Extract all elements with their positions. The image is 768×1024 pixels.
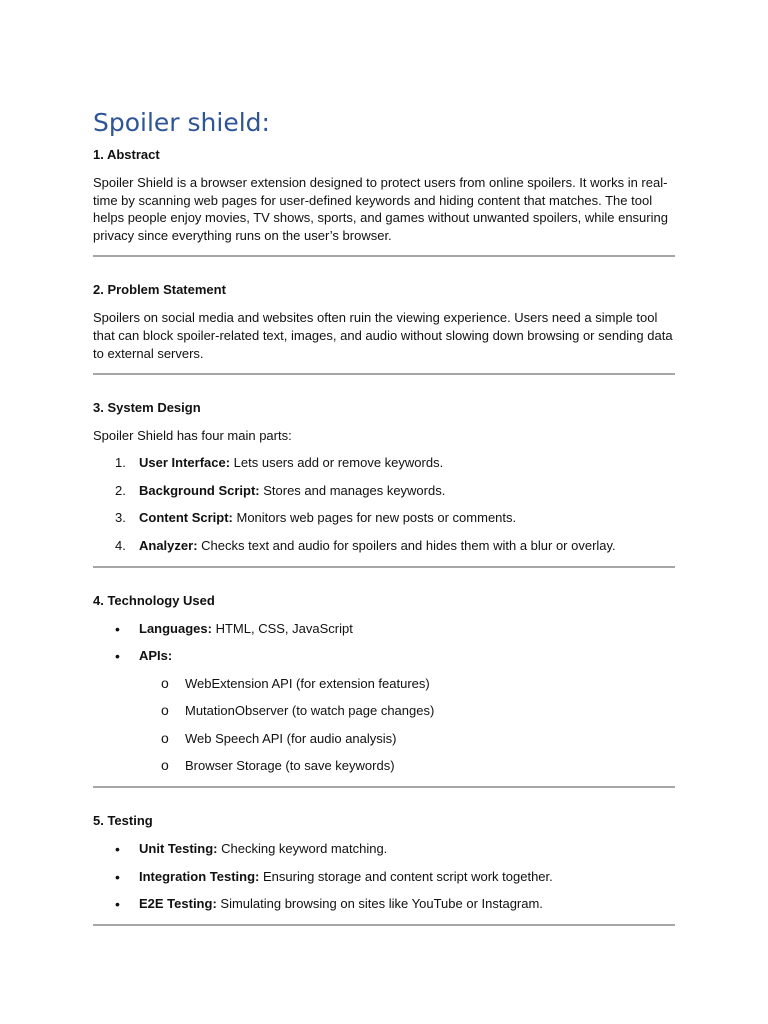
bullet-icon: • <box>115 868 120 885</box>
section-technology-used <box>93 592 675 776</box>
item-text: Monitors web pages for new posts or comments. <box>232 510 517 526</box>
problem-paragraph: Spoilers on social media and websites often ruin the viewing experience. Users need a simple tool that can block spoiler-related text, images, and audio without slowing down browsing or sending data to external servers. <box>93 310 673 361</box>
list-item <box>93 482 675 500</box>
item-text: Checking keyword matching. <box>217 841 388 857</box>
section-heading: 1. Abstract <box>93 147 160 162</box>
bullet-icon: • <box>115 896 120 913</box>
list-item <box>93 454 675 472</box>
section-problem-statement <box>93 281 675 362</box>
item-label: E2E Testing: <box>139 896 217 912</box>
list-number: 4. <box>115 537 126 553</box>
item-text: Simulating browsing on sites like YouTube or Instagram. <box>216 896 543 912</box>
item-text: WebExtension API (for extension features) <box>185 675 430 691</box>
section-heading: 5. Testing <box>93 813 153 829</box>
item-label: Content Script: <box>139 510 233 526</box>
item-label: Background Script: <box>139 482 260 498</box>
item-text: MutationObserver (to watch page changes) <box>185 703 435 719</box>
circle-bullet-icon: o <box>161 729 169 746</box>
list-number: 3. <box>115 510 126 526</box>
system-design-intro: Spoiler Shield has four main parts: <box>93 428 292 444</box>
document-title: Spoiler shield: <box>93 108 270 137</box>
sub-bullet-list <box>139 675 675 776</box>
numbered-list <box>93 454 675 555</box>
bullet-icon: • <box>115 648 120 665</box>
item-label: Integration Testing: <box>139 868 260 884</box>
list-number: 2. <box>115 482 126 498</box>
section-divider <box>93 373 675 375</box>
sub-list-item <box>139 675 675 693</box>
circle-bullet-icon: o <box>161 757 169 774</box>
document-page <box>93 108 675 950</box>
section-system-design <box>93 399 675 555</box>
item-text: Browser Storage (to save keywords) <box>185 758 395 774</box>
item-label: User Interface: <box>139 455 231 471</box>
item-text: Ensuring storage and content script work together. <box>259 868 553 884</box>
item-text: Stores and manages keywords. <box>259 482 446 498</box>
section-divider <box>93 924 675 926</box>
list-number: 1. <box>115 455 126 471</box>
bullet-list <box>93 620 675 776</box>
bullet-icon: • <box>115 841 120 858</box>
sub-list-item <box>139 702 675 720</box>
item-label: Languages: <box>139 620 212 636</box>
circle-bullet-icon: o <box>161 674 169 691</box>
section-heading: 3. System Design <box>93 400 201 416</box>
list-item <box>93 868 675 886</box>
section-heading: 2. Problem Statement <box>93 282 226 298</box>
item-label: APIs: <box>139 648 173 664</box>
circle-bullet-icon: o <box>161 702 169 719</box>
list-item <box>93 509 675 527</box>
item-label: Unit Testing: <box>139 841 218 857</box>
section-divider <box>93 786 675 788</box>
section-heading: 4. Technology Used <box>93 592 215 608</box>
bullet-list <box>93 840 675 913</box>
section-divider <box>93 255 675 257</box>
sub-list-item <box>139 730 675 748</box>
list-item <box>93 620 675 638</box>
list-item <box>93 537 675 555</box>
list-item <box>93 840 675 858</box>
item-text: Web Speech API (for audio analysis) <box>185 730 397 746</box>
abstract-paragraph: Spoiler Shield is a browser extension designed to protect users from online spoilers. It works in real-time by scanning web pages for user-defined keywords and hiding content that matches. The tool helps people enjoy movies, TV shows, sports, and games without unwanted spoilers, while ensuring privacy since everything runs on the user’s browser. <box>93 175 668 243</box>
section-abstract <box>93 146 675 244</box>
bullet-icon: • <box>115 620 120 637</box>
item-label: Analyzer: <box>139 537 198 553</box>
list-item <box>93 647 675 775</box>
section-testing <box>93 812 675 913</box>
section-divider <box>93 566 675 568</box>
sub-list-item <box>139 757 675 775</box>
item-text: Lets users add or remove keywords. <box>230 455 444 471</box>
item-text: Checks text and audio for spoilers and hides them with a blur or overlay. <box>197 537 616 553</box>
list-item <box>93 895 675 913</box>
item-text: HTML, CSS, JavaScript <box>211 620 353 636</box>
